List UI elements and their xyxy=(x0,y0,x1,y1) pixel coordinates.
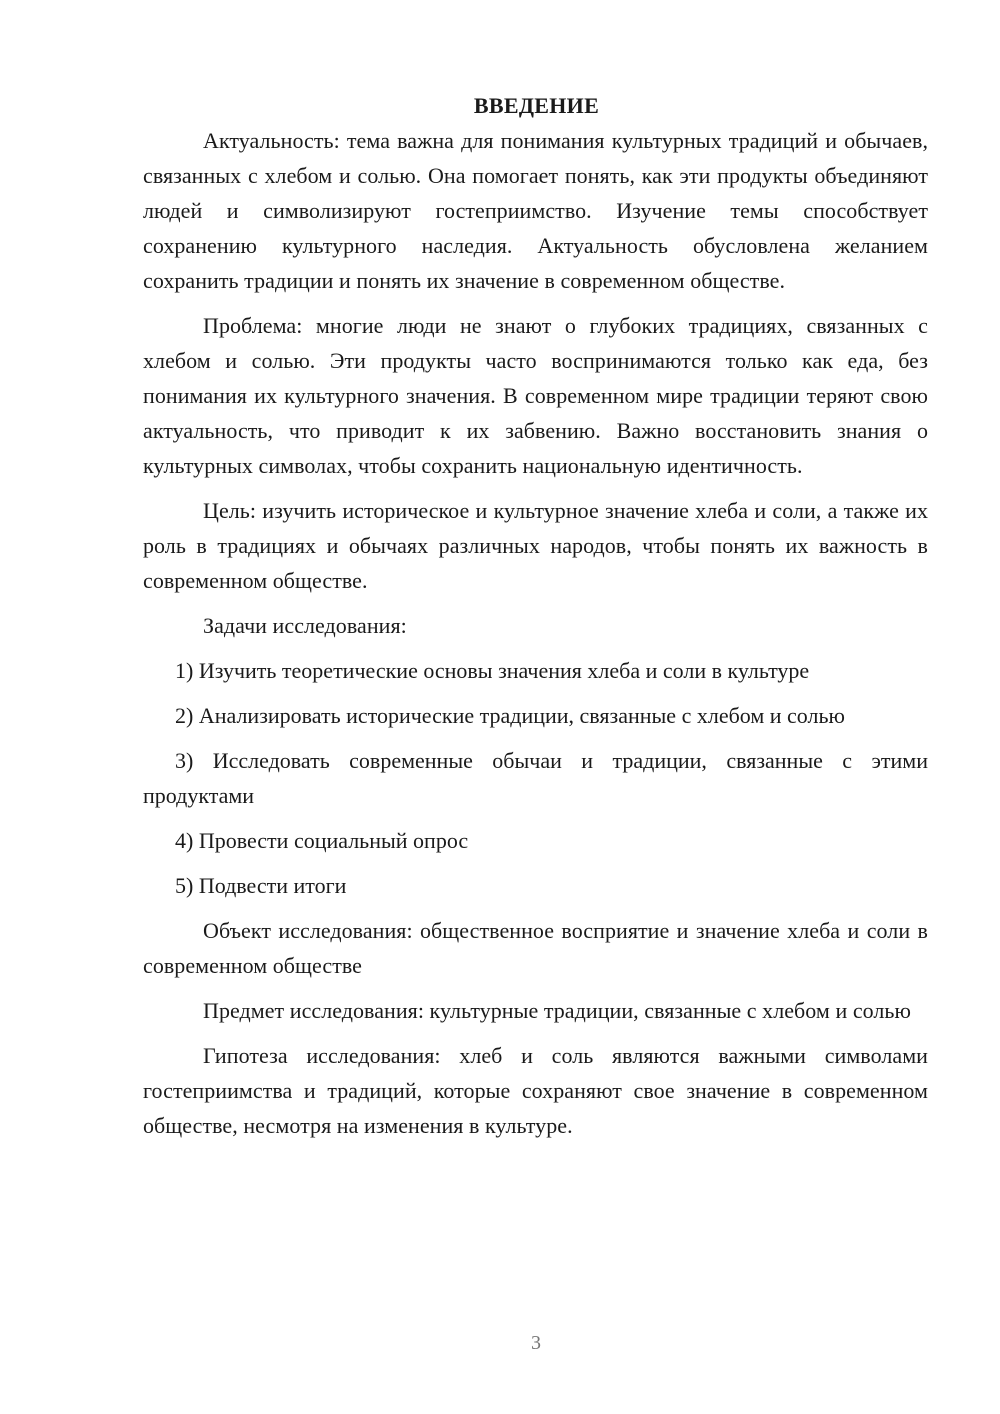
paragraph-relevance: Актуальность: тема важна для понимания культурных традиций и обычаев, связанных с хлебом и солью. Она помогает понять, как эти продукты объединяют людей и символизируют гостеприимство. Изучение темы способствует сохранению культурного наследия. Актуальность обусловлена желанием сохранить традиции и понять их значение в современном обществе. xyxy=(143,128,928,293)
paragraph-problem: Проблема: многие люди не знают о глубоких традициях, связанных с хлебом и солью. Эти продукты часто воспринимаются только как еда, без понимания их культурного значения. В современном мире традиции теряют свою актуальность, что приводит к их забвению. Важно восстановить знания о культурных символах, чтобы сохранить национальную идентичность. xyxy=(143,313,928,478)
document-page xyxy=(143,88,928,1143)
paragraph-object: Объект исследования: общественное восприятие и значение хлеба и соли в современном обществе xyxy=(143,918,928,978)
task-item-3: 3) Исследовать современные обычаи и традиции, связанные с этими продуктами xyxy=(143,748,928,808)
section-title: ВВЕДЕНИЕ xyxy=(473,93,600,118)
paragraph-subject: Предмет исследования: культурные традиции, связанные с хлебом и солью xyxy=(203,998,911,1023)
paragraph-goal: Цель: изучить историческое и культурное значение хлеба и соли, а также их роль в традициях и обычаях различных народов, чтобы понять их важность в современном обществе. xyxy=(143,498,928,593)
task-item-1: 1) Изучить теоретические основы значения хлеба и соли в культуре xyxy=(175,658,810,683)
page-number: 3 xyxy=(531,1332,541,1354)
task-item-2: 2) Анализировать исторические традиции, связанные с хлебом и солью xyxy=(175,703,845,728)
paragraph-hypothesis: Гипотеза исследования: хлеб и соль являются важными символами гостеприимства и традиций, которые сохраняют свое значение в современном обществе, несмотря на изменения в культуре. xyxy=(143,1043,928,1138)
tasks-heading: Задачи исследования: xyxy=(203,613,407,638)
task-item-5: 5) Подвести итоги xyxy=(175,873,347,898)
task-item-4: 4) Провести социальный опрос xyxy=(175,828,469,853)
